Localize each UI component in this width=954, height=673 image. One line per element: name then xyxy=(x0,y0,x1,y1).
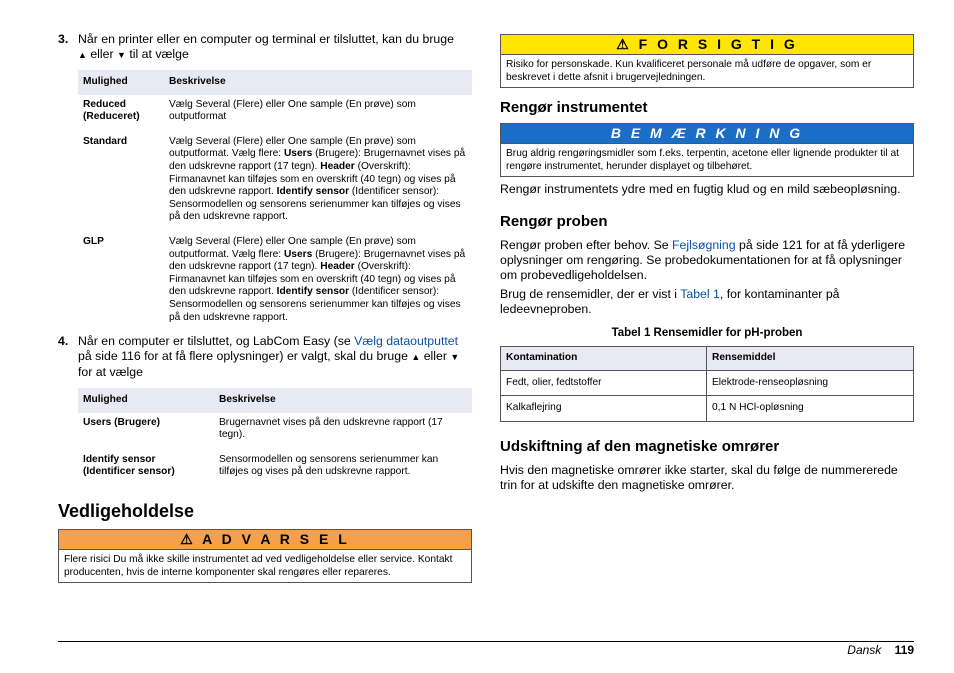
down-arrow-icon: ▼ xyxy=(117,50,126,60)
step-text: Når en printer eller en computer og terminal er tilsluttet, kan du bruge ▲ eller ▼ til at vælge xyxy=(78,32,454,61)
up-arrow-icon: ▲ xyxy=(411,352,421,363)
table-row: GLP Vælg Several (Flere) eller One sample (En prøve) som outputformat. Vælg flere: Users (Brugere): Brugernavnet vises på den udskrevne rapport (17 tegn). Header (Overskrift): Firmanavnet kan tilføjes som en overskrift (40 tegn) og vises på den udskrevne rapport. Identify sensor (Identificer sensor): Sensormodellen og sensorens serienummer kan tilføjes og vises på den udskrevne rapport. xyxy=(83,235,466,323)
table-row: Standard Vælg Several (Flere) eller One sample (En prøve) som outputformat. Vælg flere: Users (Brugere): Brugernavnet vises på den udskrevne rapport (17 tegn). Header (Overskrift): Firmanavnet kan tilføjes som en overskrift (40 tegn) og vises på den udskrevne rapport. Identify sensor (Identificer sensor): Sensormodellen og sensorens serienummer kan tilføjes og vises på den udskrevne rapport. xyxy=(83,135,466,223)
step-3 xyxy=(58,32,472,63)
warning-text: Flere risici Du må ikke skille instrumentet ad ved vedligeholdelse eller service. Kontakt producenten, hvis de interne komponenter skal rengøres eller repareres. xyxy=(64,554,453,579)
section-title-clean-probe: Rengør proben xyxy=(500,213,608,230)
down-arrow-icon: ▼ xyxy=(450,352,460,363)
right-column xyxy=(500,34,914,493)
warning-box xyxy=(58,529,472,583)
section-title-maintenance: Vedligeholdelse xyxy=(58,501,195,522)
clean-probe-paragraph: Rengør proben efter behov. Se Fejlsøgning på side 121 for at få yderligere oplysninger om rengøring. Se probedokumentationen for at få oplysninger om probevedligeholdelsen. xyxy=(500,238,906,282)
table-header-row: Mulighed Beskrivelse xyxy=(78,388,472,413)
table-header-row: Mulighed Beskrivelse xyxy=(78,70,472,95)
table-row: Reduced (Reduceret) Vælg Several (Flere) eller One sample (En prøve) som outputformat xyxy=(83,98,416,123)
table-header-row: Kontamination Rensemiddel xyxy=(501,347,914,371)
left-column xyxy=(58,32,472,583)
link-table-1[interactable]: Tabel 1 xyxy=(680,287,720,301)
clean-instrument-text: Rengør instrumentets ydre med en fugtig klud og en mild sæbeopløsning. xyxy=(500,182,901,196)
caution-text: Risiko for personskade. Kun kvalificeret personale må udføre de opgaver, som er beskrevet i dette afsnit i brugervejledningen. xyxy=(506,59,872,83)
table-row: Users (Brugere) Brugernavnet vises på den udskrevne rapport (17 tegn). xyxy=(83,416,443,441)
note-header: B E M Æ R K N I N G xyxy=(501,124,913,144)
page-footer xyxy=(847,643,914,657)
note-box xyxy=(500,123,914,177)
footer-language: Dansk xyxy=(847,643,882,657)
link-select-data-output[interactable]: Vælg dataoutputtet xyxy=(354,334,459,349)
section-title-stirrer: Udskiftning af den magnetiske omrører xyxy=(500,437,780,455)
footer-divider xyxy=(58,641,914,642)
table-row: Identify sensor (Identificer sensor) Sensormodellen og sensorens serienummer kan tilføjes og vises på den udskrevne rapport. xyxy=(83,453,439,478)
step-4 xyxy=(58,334,472,380)
note-text: Brug aldrig rengøringsmidler som f.eks. terpentin, acetone eller lignende produkter til at rengøre instrumentet, herunder displayet og tilbehøret. xyxy=(506,148,899,172)
step-number: 3. xyxy=(58,32,69,46)
page-number: 119 xyxy=(894,643,914,657)
up-arrow-icon: ▲ xyxy=(78,50,87,60)
link-troubleshooting[interactable]: Fejlsøgning xyxy=(672,238,736,252)
step-number: 4. xyxy=(58,334,69,349)
caution-box xyxy=(500,34,914,88)
table-row: Kalkaflejring 0,1 N HCl-opløsning xyxy=(501,396,914,422)
options-table-computer xyxy=(78,388,472,487)
stirrer-text: Hvis den magnetiske omrører ikke starter, skal du følge de nummererede trin for at udskifte den magnetiske omrører. xyxy=(500,462,898,492)
table-row: Fedt, olier, fedtstoffer Elektrode-renseopløsning xyxy=(501,370,914,396)
clean-probe-paragraph-2: Brug de rensemidler, der er vist i Tabel 1, for kontaminanter på ledeevneproben. xyxy=(500,287,840,316)
caution-header: ⚠ F O R S I G T I G xyxy=(501,35,913,55)
step-text: Når en computer er tilsluttet, og LabCom Easy (se Vælg dataoutputtet på side 116 for at få flere oplysninger) er valgt, skal du bruge ▲ eller ▼ for at vælge xyxy=(78,334,460,380)
table-caption: Tabel 1 Rensemidler for pH-proben xyxy=(611,327,803,339)
cleaning-agents-table xyxy=(500,346,914,422)
options-table-printer xyxy=(78,70,472,332)
warning-header: ⚠ A D V A R S E L xyxy=(59,530,471,550)
section-title-clean-instrument: Rengør instrumentet xyxy=(500,99,648,116)
warning-triangle-icon: ⚠ xyxy=(180,531,196,548)
warning-triangle-icon: ⚠ xyxy=(616,36,632,52)
